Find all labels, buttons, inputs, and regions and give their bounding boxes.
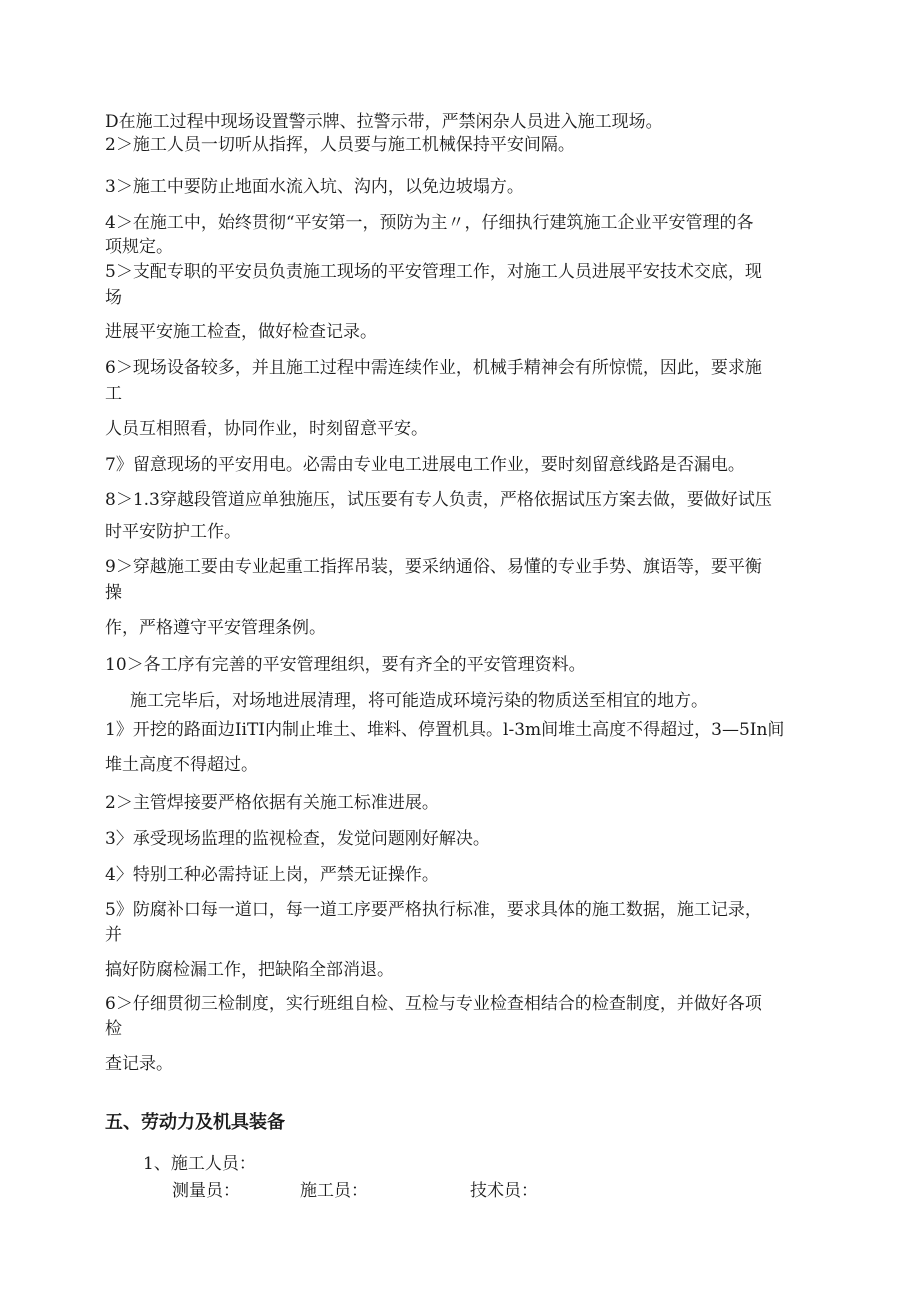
paragraph-line: 3〉承受现场监理的监视检查，发觉问题刚好解决。 — [105, 829, 490, 849]
paragraph-line: 作，严格遵守平安管理条例。 — [105, 618, 326, 638]
paragraph-line: D在施工过程中现场设置警示牌、拉警示带，严禁闲杂人员进入施工现场。 — [105, 112, 663, 132]
paragraph-line: 场 — [105, 288, 122, 308]
paragraph-line: 人员互相照看，协同作业，时刻留意平安。 — [105, 419, 428, 439]
paragraph-line: 堆土高度不得超过。 — [105, 755, 258, 775]
paragraph-line: 10＞各工序有完善的平安管理组织，要有齐全的平安管理资料。 — [105, 655, 586, 675]
paragraph-line: 时平安防护工作。 — [105, 522, 241, 542]
section-heading: 五、劳动力及机具装备 — [105, 1112, 285, 1133]
paragraph-line: 工 — [105, 384, 122, 404]
paragraph-line: 6＞现场设备较多，并且施工过程中需连续作业，机械手精神会有所惊慌，因此，要求施 — [105, 358, 762, 378]
paragraph-line: 3＞施工中要防止地面水流入坑、沟内，以免边坡塌方。 — [105, 177, 524, 197]
paragraph-line: 搞好防腐检漏工作，把缺陷全部消退。 — [105, 960, 394, 980]
paragraph-line: 并 — [105, 925, 122, 945]
paragraph-line: 4〉特别工种必需持证上岗，严禁无证操作。 — [105, 865, 439, 885]
paragraph-line: 查记录。 — [105, 1054, 173, 1074]
paragraph-line: 进展平安施工检查，做好检查记录。 — [105, 322, 377, 342]
paragraph-line: 操 — [105, 583, 122, 603]
paragraph-line: 2＞主管焊接要严格依据有关施工标准进展。 — [105, 793, 439, 813]
paragraph-line: 6＞仔细贯彻三检制度，实行班组自检、互检与专业检查相结合的检查制度，并做好各项 — [105, 994, 762, 1014]
paragraph-line: 4＞在施工中，始终贯彻“平安第一，预防为主〃，仔细执行建筑施工企业平安管理的各 — [105, 213, 754, 233]
paragraph-line: 1》开挖的路面边IiTI内制止堆土、堆料、停置机具。l-3m间堆土高度不得超过，3—5In间 — [105, 720, 785, 740]
staff-technician-label: 技术员： — [470, 1181, 538, 1201]
paragraph-line: 5》防腐补口每一道口，每一道工序要严格执行标准，要求具体的施工数据，施工记录， — [105, 900, 762, 920]
paragraph-line: 2＞施工人员一切听从指挥，人员要与施工机械保持平安间隔。 — [105, 135, 575, 155]
paragraph-line: 施工完毕后，对场地进展清理，将可能造成环境污染的物质送至相宜的地方。 — [130, 691, 708, 711]
paragraph-line: 项规定。 — [105, 237, 173, 257]
staff-construction-label: 施工员： — [300, 1181, 368, 1201]
staff-surveyor-label: 测量员： — [172, 1181, 240, 1201]
paragraph-line: 检 — [105, 1019, 122, 1039]
paragraph-line: 9＞穿越施工要由专业起重工指挥吊装，要采纳通俗、易懂的专业手势、旗语等，要平衡 — [105, 557, 762, 577]
paragraph-line: 7》留意现场的平安用电。必需由专业电工进展电工作业，要时刻留意线路是否漏电。 — [105, 455, 745, 475]
paragraph-line: 5＞支配专职的平安员负责施工现场的平安管理工作，对施工人员进展平安技术交底，现 — [105, 262, 762, 282]
paragraph-line: 8＞1.3穿越段管道应单独施压，试压要有专人负责，严格依据试压方案去做，要做好试压 — [105, 490, 772, 510]
subsection-title: 1、施工人员： — [143, 1154, 256, 1174]
